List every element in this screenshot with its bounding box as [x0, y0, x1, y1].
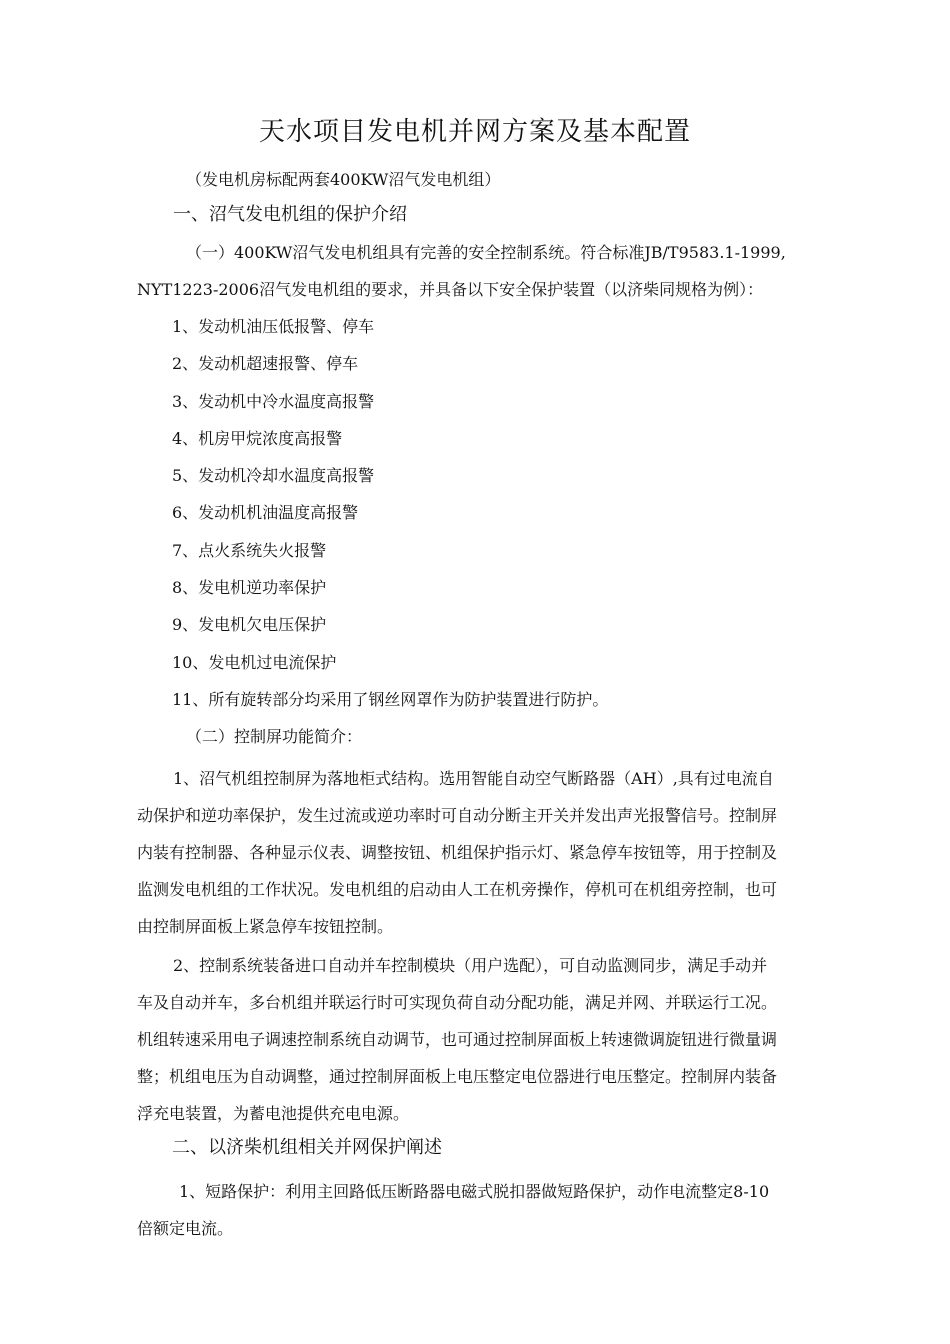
paragraph-line: 动保护和逆功率保护，发生过流或逆功率时可自动分断主开关并发出声光报警信号。控制屏	[137, 806, 778, 825]
list-item: 3、发动机中冷水温度高报警	[172, 392, 375, 411]
intro-line-2: NYT1223-2006沼气发电机组的要求，并具备以下安全保护装置（以济柴同规格为例）：	[137, 280, 764, 299]
list-item: 8、发电机逆功率保护	[172, 578, 327, 597]
list-item: 9、发电机欠电压保护	[172, 615, 327, 634]
subsection-heading-2: （二）控制屏功能简介：	[186, 727, 363, 746]
list-item: 1、发动机油压低报警、停车	[172, 317, 375, 336]
paragraph-line: 由控制屏面板上紧急停车按钮控制。	[137, 917, 394, 936]
list-item: 11、所有旋转部分均采用了钢丝网罩作为防护装置进行防护。	[172, 690, 609, 709]
paragraph-line: 内装有控制器、各种显示仪表、调整按钮、机组保护指示灯、紧急停车按钮等，用于控制及	[137, 843, 778, 862]
paragraph-line: 监测发电机组的工作状况。发电机组的启动由人工在机旁操作，停机可在机组旁控制，也可	[137, 880, 778, 899]
paragraph-line: 车及自动并车，多台机组并联运行时可实现负荷自动分配功能，满足并网、并联运行工况。	[137, 993, 778, 1012]
document-title: 天水项目发电机并网方案及基本配置	[258, 117, 691, 147]
paragraph-sync-module	[137, 947, 817, 1132]
paragraph-line: 1、沼气机组控制屏为落地柜式结构。选用智能自动空气断路器（AH）,具有过电流自	[173, 769, 774, 788]
intro-line-1: （一）400KW沼气发电机组具有完善的安全控制系统。符合标准JB/T9583.1-1999,	[186, 243, 786, 262]
paragraph-line: 1、短路保护：利用主回路低压断路器电磁式脱扣器做短路保护，动作电流整定8-10	[179, 1182, 770, 1201]
list-item: 6、发动机机油温度高报警	[172, 503, 359, 522]
paragraph-line: 机组转速采用电子调速控制系统自动调节，也可通过控制屏面板上转速微调旋钮进行微量调	[137, 1030, 778, 1049]
document-subtitle: （发电机房标配两套400KW沼气发电机组）	[186, 170, 501, 189]
paragraph-line: 浮充电装置，为蓄电池提供充电电源。	[137, 1104, 410, 1123]
paragraph-line: 整；机组电压为自动调整，通过控制屏面板上电压整定电位器进行电压整定。控制屏内装备	[137, 1067, 778, 1086]
list-item: 10、发电机过电流保护	[172, 653, 337, 672]
list-item: 2、发动机超速报警、停车	[172, 354, 359, 373]
paragraph-line: 2、控制系统装备进口自动并车控制模块（用户选配），可自动监测同步，满足手动并	[173, 956, 768, 975]
paragraph-short-circuit	[137, 1173, 817, 1247]
paragraph-control-panel	[137, 760, 817, 945]
section-heading-2: 二、以济柴机组相关并网保护阐述	[172, 1137, 442, 1158]
paragraph-line: 倍额定电流。	[137, 1219, 234, 1238]
section-heading-1: 一、沼气发电机组的保护介绍	[173, 204, 407, 225]
list-item: 7、点火系统失火报警	[172, 541, 327, 560]
list-item: 5、发动机冷却水温度高报警	[172, 466, 375, 485]
list-item: 4、机房甲烷浓度高报警	[172, 429, 343, 448]
